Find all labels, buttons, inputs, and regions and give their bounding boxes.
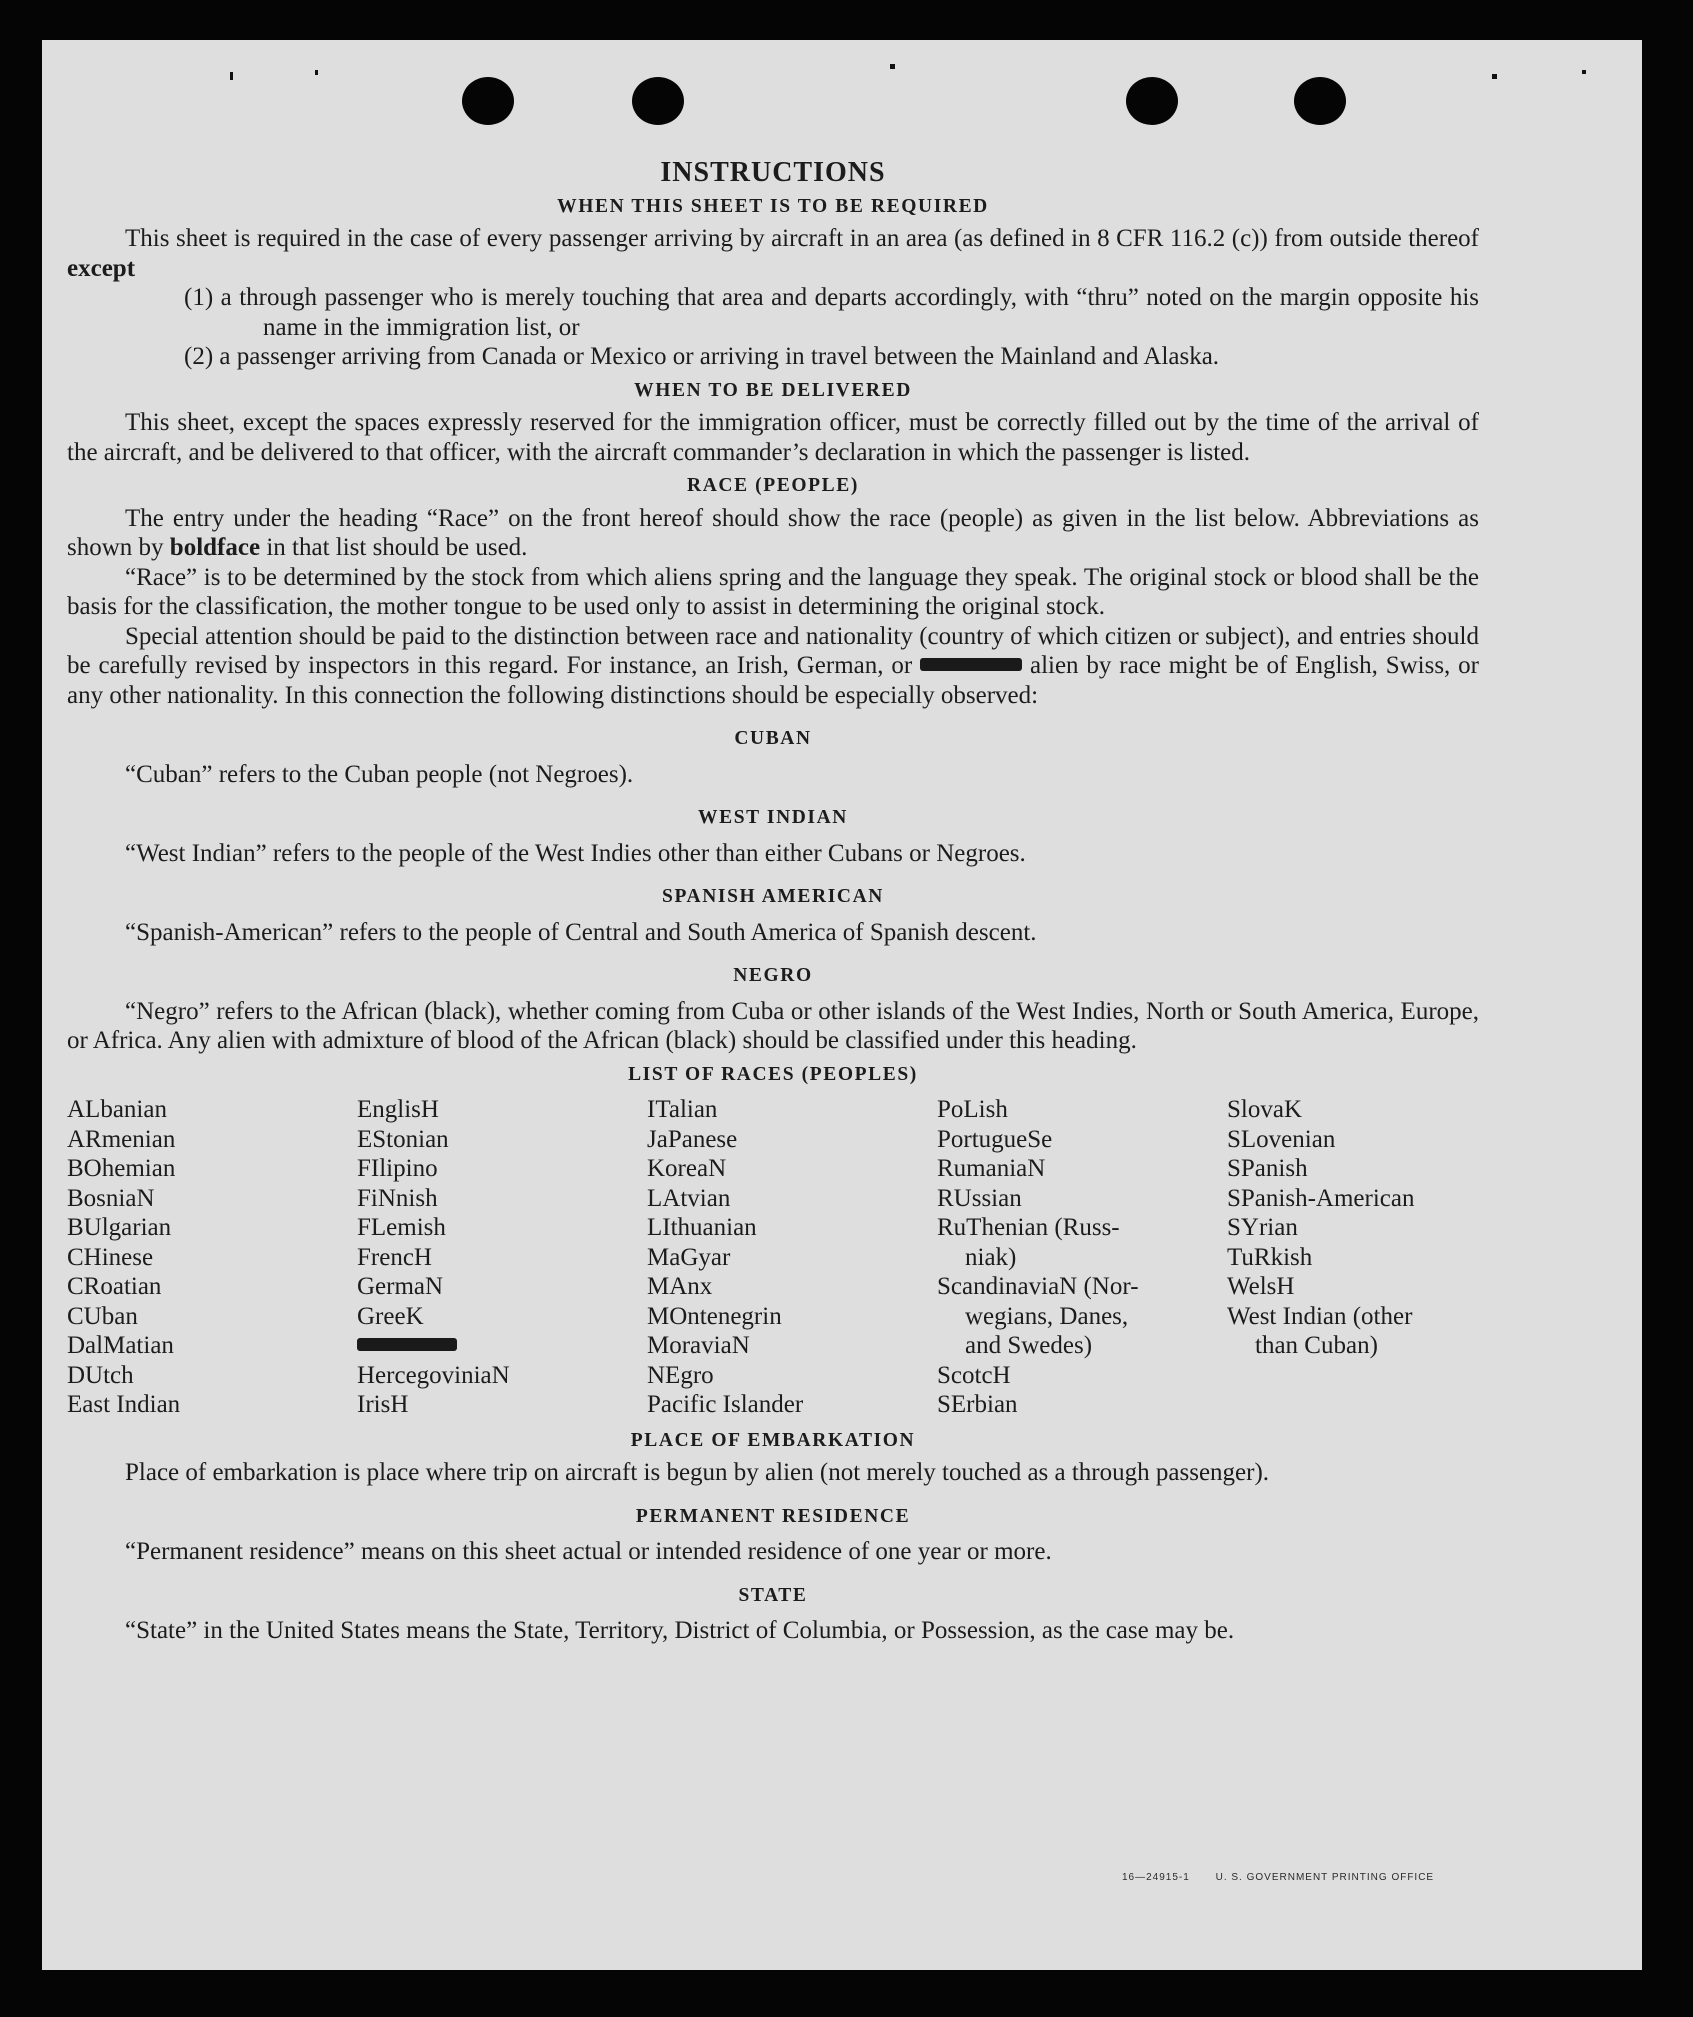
list-item: SlovaK [1227,1096,1302,1123]
list-item: CHinese [67,1243,154,1271]
list-item: LAtvian [647,1184,731,1212]
list-item: FIlipino [357,1155,438,1182]
list-item: BUlgarian [67,1214,172,1241]
spanish-american-text: “Spanish-American” refers to the people of Central and South America of Spanish descent. [125,918,1037,946]
west-indian-text: “West Indian” refers to the people of the West Indies other than either Cubans or Negroes. [125,839,1026,867]
required-intro: This sheet is required in the case of every passenger arriving by aircraft in an area (as defined in 8 CFR 116.2 (c)) from outside thereof except [67,225,1479,282]
list-item: MOntenegrin [647,1302,782,1330]
speck [1582,70,1586,74]
list-item: East Indian [67,1391,181,1418]
list-item: MAnx [647,1273,713,1300]
list-item: CUban [67,1302,138,1330]
redaction-mark [920,658,1022,671]
list-item: KoreaN [647,1155,727,1182]
heading-list-of-races: LIST OF RACES (PEOPLES) [628,1063,918,1085]
heading-permanent-residence: PERMANENT RESIDENCE [635,1505,911,1527]
list-item: SPanish-American [1227,1184,1415,1212]
list-item: JaPanese [647,1125,738,1153]
races-column-3 [647,1095,937,1420]
list-item: GreeK [357,1302,424,1330]
speck [230,72,233,80]
redaction-mark [357,1338,457,1351]
list-item: PoLish [937,1096,1008,1123]
permanent-residence-text: “Permanent residence” means on this sheet actual or intended residence of one year or more. [125,1538,1052,1565]
list-item: PortugueSe [937,1125,1053,1153]
embarkation-text: Place of embarkation is place where trip on aircraft is begun by alien (not merely touched as a through passenger). [125,1459,1270,1486]
race-paragraph-3: Special attention should be paid to the distinction between race and nationality (country of which citizen or subject), and entries should be carefully revised by inspectors in this regard. For instance, an Irish, German, or alien by race might be of English, Swiss, or any other nationality. In this connection the following distinctions should be especially observed: [67,622,1480,709]
punch-hole [462,77,514,125]
list-item: CRoatian [67,1273,162,1300]
heading-negro: NEGRO [733,965,813,986]
list-item: FiNnish [357,1184,438,1212]
list-item: ALbanian [67,1096,167,1123]
races-column-4-bottom [937,1361,1227,1420]
list-item: SYrian [1227,1214,1298,1241]
list-item: Pacific Islander [647,1391,804,1418]
race-paragraph-2: “Race” is to be determined by the stock from which aliens spring and the language they speak. The original stock or blood shall be the basis for the classification, the mother tongue to be used only to assist in determining the original stock. [67,563,1479,620]
list-item: SPanish [1227,1155,1308,1182]
heading-spanish-american: SPANISH AMERICAN [662,886,884,907]
list-item: RUssian [937,1184,1022,1212]
list-item: FLemish [357,1214,446,1241]
speck [315,70,318,75]
list-item-continuation: and Swedes) [965,1332,1093,1359]
print-footer [1122,1872,1434,1883]
speck [1492,74,1497,79]
race-paragraph-1: The entry under the heading “Race” on the front hereof should show the race (people) as given in the list below. Abbreviations as shown by boldface in that list should be used. [67,504,1479,561]
speck [890,64,895,69]
required-item-2: (2) a passenger arriving from Canada or Mexico or arriving in travel between the Mainland and Alaska. [184,343,1220,370]
list-item: RumaniaN [937,1155,1046,1182]
races-column-2-bottom [357,1361,647,1420]
list-item: EStonian [357,1125,449,1153]
list-item-redacted [357,1331,647,1361]
list-item-continuation: wegians, Danes, [965,1302,1129,1330]
heading-delivered: WHEN TO BE DELIVERED [634,379,912,401]
list-item: MoraviaN [647,1332,750,1359]
list-item: West Indian (other [1227,1302,1413,1330]
list-item-continuation: niak) [965,1243,1017,1271]
list-item: BosniaN [67,1184,155,1212]
list-item: SErbian [937,1391,1018,1418]
list-item: ITalian [647,1096,718,1123]
list-item: WelsH [1227,1273,1295,1300]
list-item: RuThenian (Russ- [937,1214,1120,1241]
punch-hole [1294,77,1346,125]
list-item: NEgro [647,1361,714,1389]
page-title: INSTRUCTIONS [660,157,886,188]
printer-name: U. S. GOVERNMENT PRINTING OFFICE [1215,1872,1435,1883]
races-column-5-items [1227,1095,1517,1331]
heading-state: STATE [738,1584,808,1606]
list-item: ScotcH [937,1361,1011,1389]
races-list [67,1095,1479,1420]
delivered-text: This sheet, except the spaces expressly reserved for the immigration officer, must be correctly filled out by the time of the arrival of the aircraft, and be delivered to that officer, with the aircraft commander’s declaration in which the passenger is listed. [67,409,1479,466]
list-item: FrencH [357,1243,432,1271]
form-number: 16—24915-1 [1122,1872,1190,1883]
list-item: DUtch [67,1361,134,1389]
state-text: “State” in the United States means the State, Territory, District of Columbia, or Possession, as the case may be. [125,1617,1235,1644]
races-column-4 [937,1095,1227,1420]
races-column-2 [357,1095,647,1420]
list-item: IrisH [357,1391,409,1418]
negro-text: “Negro” refers to the African (black), whether coming from Cuba or other islands of the West Indies, North or South America, Europe, or Africa. Any alien with admixture of blood of the African (black) should be classified under this heading. [67,997,1479,1054]
heading-west-indian: WEST INDIAN [698,807,848,828]
cuban-text: “Cuban” refers to the Cuban people (not Negroes). [125,760,634,788]
heading-required: WHEN THIS SHEET IS TO BE REQUIRED [557,195,989,217]
required-item-1: (1) a through passenger who is merely touching that area and departs accordingly, with “thru” noted on the margin opposite his name in the immigration list, or [184,284,1479,341]
list-item: ARmenian [67,1125,176,1153]
list-item: SLovenian [1227,1125,1336,1153]
list-item: TuRkish [1227,1243,1313,1271]
heading-embarkation: PLACE OF EMBARKATION [630,1429,916,1451]
races-column-4-top [937,1095,1227,1243]
heading-cuban: CUBAN [734,728,812,749]
punch-hole [632,77,684,125]
list-item: MaGyar [647,1243,731,1271]
races-column-5 [1227,1095,1517,1420]
list-item-continuation: than Cuban) [1255,1332,1378,1359]
form-sheet [42,40,1642,1970]
punch-hole [1126,77,1178,125]
races-column-2-top [357,1095,647,1331]
races-column-1 [67,1095,357,1420]
heading-race: RACE (PEOPLE) [687,475,859,496]
list-item: DalMatian [67,1332,174,1359]
list-item: GermaN [357,1273,444,1300]
instructions-body [67,158,1479,1646]
list-item: ScandinaviaN (Nor- [937,1273,1139,1300]
list-item: EnglisH [357,1096,439,1123]
list-item: HercegoviniaN [357,1361,510,1389]
list-item: BOhemian [67,1155,176,1182]
list-item: LIthuanian [647,1214,757,1241]
